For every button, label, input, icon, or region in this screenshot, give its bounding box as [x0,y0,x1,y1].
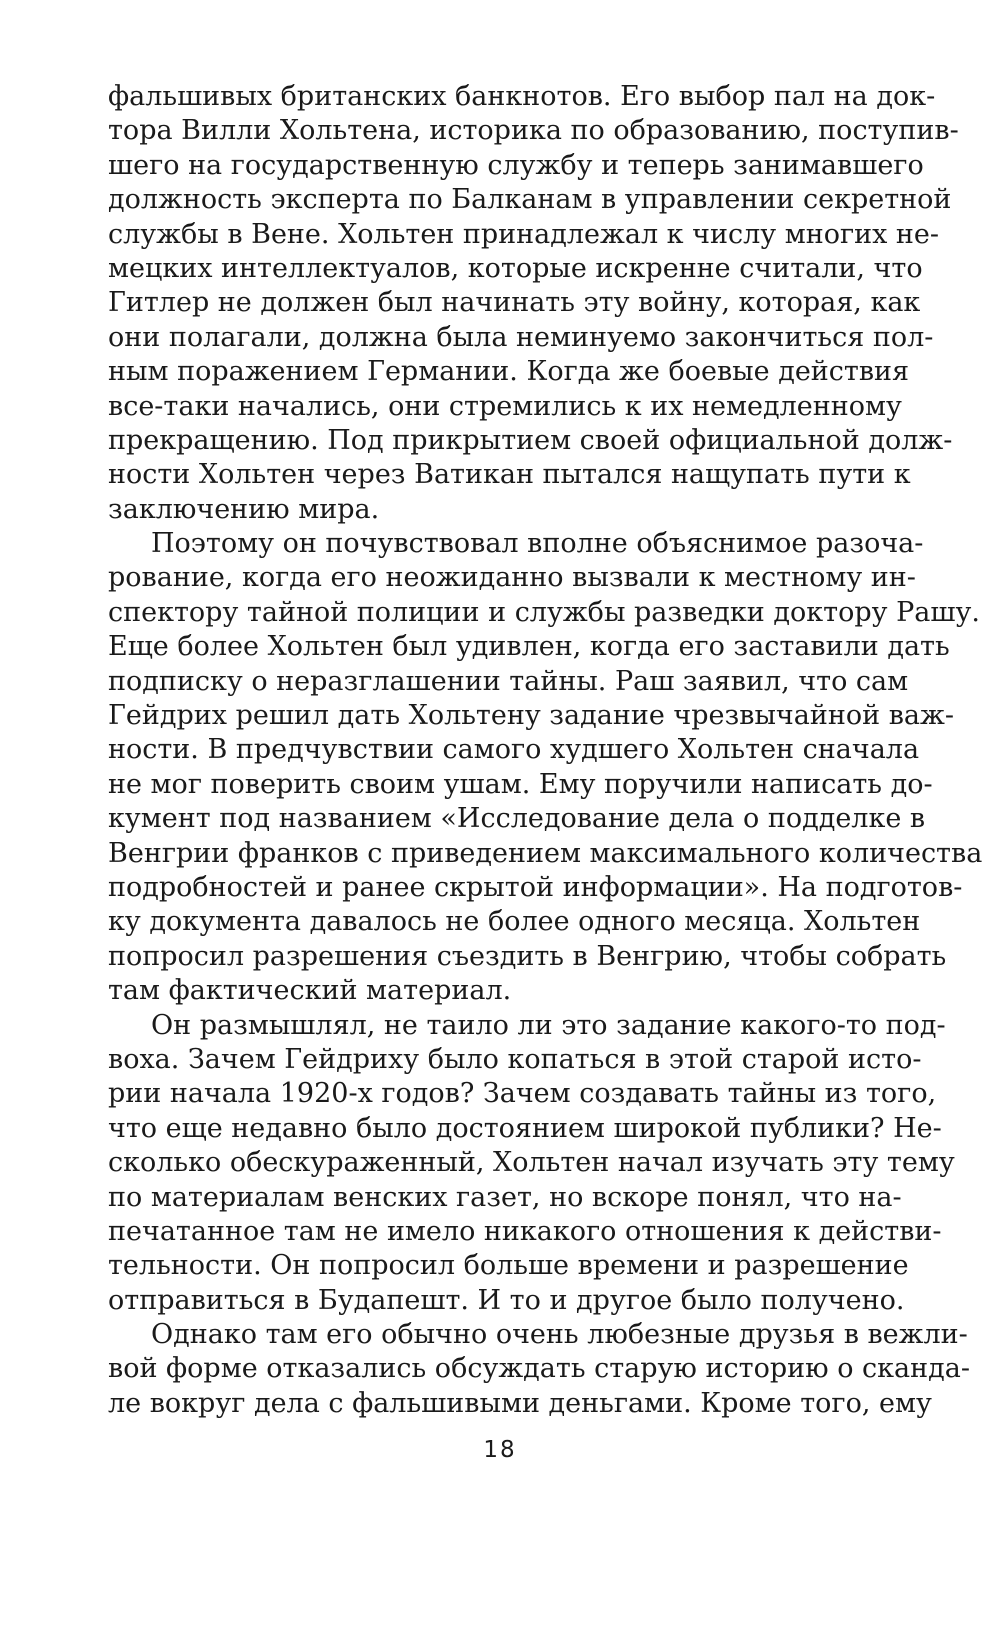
paragraph-4 [108,1318,970,1421]
page-number: 18 [483,1437,517,1463]
text-line: ности Хольтен через Ватикан пытался нащупать пути к [108,459,911,491]
text-line: печатанное там не имело никакого отношения к действи- [108,1215,942,1247]
text-line: прекращению. Под прикрытием своей официальной долж- [108,424,953,456]
text-line: ку документа давалось не более одного месяца. Хольтен [108,906,921,938]
text-line: вой форме отказались обсуждать старую историю о сканда- [108,1353,970,1385]
text-line: Он размышлял, не таило ли это задание какого-то под- [151,1009,946,1041]
text-line: отправиться в Будапешт. И то и другое было получено. [108,1284,905,1316]
text-line: ным поражением Германии. Когда же боевые действия [108,356,910,388]
text-line: тора Вилли Хольтена, историка по образованию, поступив- [108,115,959,147]
text-line: Гейдрих решил дать Хольтену задание чрезвычайной важ- [108,700,954,732]
text-line: шего на государственную службу и теперь занимавшего [108,149,924,181]
text-line: попросил разрешения съездить в Венгрию, чтобы собрать [108,940,947,972]
paragraph-1 [108,80,959,527]
text-line: Гитлер не должен был начинать эту войну, которая, как [108,287,921,319]
text-line: заключению мира. [108,493,380,525]
text-line: Однако там его обычно очень любезные друзья в вежли- [151,1319,968,1351]
text-line: мецких интеллектуалов, которые искренне считали, что [108,252,923,284]
text-line: сколько обескураженный, Хольтен начал изучать эту тему [108,1147,955,1179]
text-line: не мог поверить своим ушам. Ему поручили написать до- [108,768,933,800]
text-line: ности. В предчувствии самого худшего Хольтен сначала [108,734,920,766]
text-line: службы в Вене. Хольтен принадлежал к числу многих не- [108,218,940,250]
text-line: ле вокруг дела с фальшивыми деньгами. Кроме того, ему [108,1387,932,1419]
text-line: все-таки начались, они стремились к их немедленному [108,390,902,422]
text-line: кумент под названием «Исследование дела о подделке в [108,803,926,835]
text-line: тельности. Он попросил больше времени и разрешение [108,1250,909,1282]
text-line: они полагали, должна была неминуемо закончиться пол- [108,321,934,353]
text-line: рии начала 1920-х годов? Зачем создавать тайны из того, [108,1078,937,1110]
text-line: воха. Зачем Гейдриху было копаться в этой старой исто- [108,1043,922,1075]
text-line: спектору тайной полиции и службы разведки доктору Рашу. [108,596,980,628]
text-line: должность эксперта по Балканам в управлении секретной [108,184,952,216]
page-body-text [108,80,983,1421]
text-line: там фактический материал. [108,975,512,1007]
text-line: по материалам венских газет, но вскоре понял, что на- [108,1181,902,1213]
paragraph-3 [108,1009,955,1319]
paragraph-2 [108,527,983,1008]
text-line: фальшивых британских банкнотов. Его выбор пал на док- [108,81,936,112]
text-line: подписку о неразглашении тайны. Раш заявил, что сам [108,665,909,697]
text-line: Венгрии франков с приведением максимального количества [108,837,983,869]
text-line: Еще более Хольтен был удивлен, когда его заставили дать [108,631,950,663]
text-line: Поэтому он почувствовал вполне объяснимое разоча- [151,528,924,560]
text-line: подробностей и ранее скрытой информации». На подготов- [108,871,963,903]
text-line: что еще недавно было достоянием широкой публики? Не- [108,1112,942,1144]
text-line: рование, когда его неожиданно вызвали к местному ин- [108,562,916,594]
